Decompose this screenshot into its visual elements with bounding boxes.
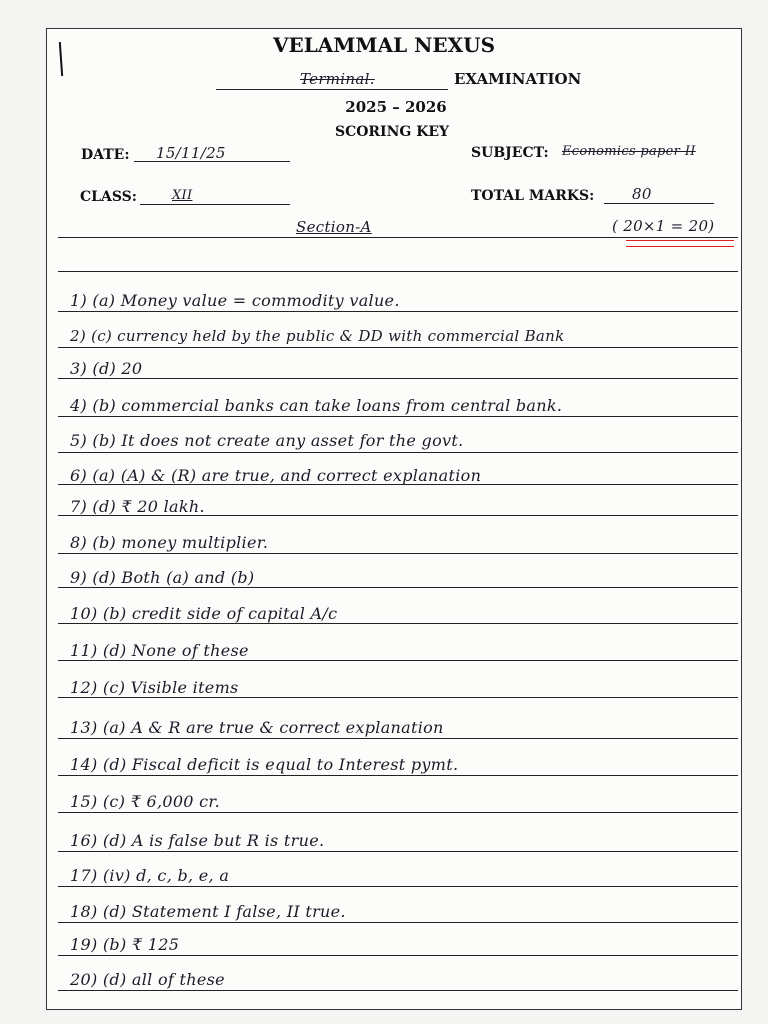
ruled-line [58,738,738,739]
class-underline [140,204,290,205]
answer-13: 13) (a) A & R are true & correct explanation [70,718,444,737]
answer-14: 14) (d) Fiscal deficit is equal to Interest pymt. [70,755,459,774]
answer-18: 18) (d) Statement I false, II true. [70,902,346,921]
answer-20: 20) (d) all of these [70,970,225,989]
section-marks: ( 20×1 = 20) [612,217,715,235]
ruled-line [58,553,738,554]
subject-label: SUBJECT: [471,145,549,161]
answer-8: 8) (b) money multiplier. [70,533,269,552]
answer-3: 3) (d) 20 [70,359,143,378]
date-value: 15/11/25 [156,144,226,162]
ruled-line [58,416,738,417]
total-marks-underline [604,203,714,204]
answer-9: 9) (d) Both (a) and (b) [70,568,255,587]
ruled-line [58,851,738,852]
academic-year: 2025 – 2026 [345,98,447,116]
ruled-line [58,378,738,379]
ruled-line [58,271,738,272]
class-value: XII [172,188,193,203]
answer-1: 1) (a) Money value = commodity value. [70,291,400,310]
ruled-line [58,812,738,813]
exam-name: Terminal. [300,70,375,88]
answer-4: 4) (b) commercial banks can take loans from central bank. [70,396,563,415]
ruled-line [58,347,738,348]
school-name: VELAMMAL NEXUS [272,33,496,57]
answer-2: 2) (c) currency held by the public & DD with commercial Bank [70,327,565,345]
total-marks-label: TOTAL MARKS: [471,188,595,204]
total-marks-value: 80 [632,185,652,203]
ruled-line [58,886,738,887]
class-label: CLASS: [80,189,137,205]
ruled-line [58,587,738,588]
answer-12: 12) (c) Visible items [70,678,239,697]
answer-19: 19) (b) ₹ 125 [70,935,180,954]
ruled-line [58,990,738,991]
ruled-line [58,623,738,624]
answer-10: 10) (b) credit side of capital A/c [70,604,338,623]
ruled-line [58,922,738,923]
ruled-line [58,660,738,661]
ruled-line [58,311,738,312]
answer-7: 7) (d) ₹ 20 lakh. [70,497,205,516]
scoring-key-title: SCORING KEY [334,124,450,140]
exam-name-underline [216,89,448,90]
section-marks-red-underline [626,240,734,247]
ruled-line [58,452,738,453]
answer-5: 5) (b) It does not create any asset for the govt. [70,431,464,450]
section-title: Section-A [296,218,372,236]
ruled-line [58,775,738,776]
date-label: DATE: [81,147,130,163]
answer-16: 16) (d) A is false but R is true. [70,831,325,850]
answer-sheet [46,28,742,1010]
answer-6: 6) (a) (A) & (R) are true, and correct explanation [70,466,482,485]
answer-11: 11) (d) None of these [70,641,249,660]
ruled-line [58,697,738,698]
ruled-line [58,955,738,956]
answer-17: 17) (iv) d, c, b, e, a [70,866,230,885]
ruled-line [58,237,738,238]
exam-label: EXAMINATION [454,70,582,88]
answer-15: 15) (c) ₹ 6,000 cr. [70,792,221,811]
subject-value: Economics paper-II [562,144,696,159]
